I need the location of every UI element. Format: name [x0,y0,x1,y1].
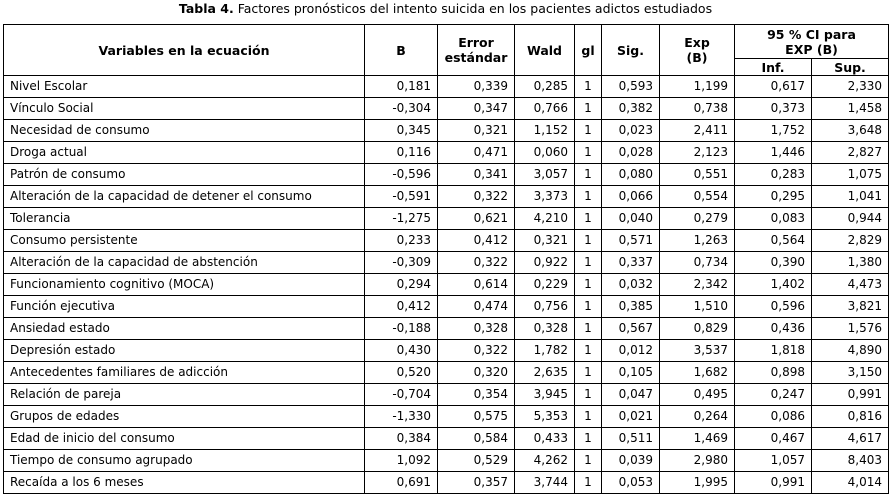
table-row [4,340,889,362]
table-row [4,472,889,494]
cell-variable: Relación de pareja [4,384,365,406]
cell-standard-error: 0,322 [438,186,515,208]
cell-sig: 0,032 [602,274,660,296]
cell-sig: 0,023 [602,120,660,142]
cell-gl: 1 [575,120,602,142]
cell-standard-error: 0,341 [438,164,515,186]
cell-variable: Edad de inicio del consumo [4,428,365,450]
cell-ci-sup: 0,944 [812,208,889,230]
table-header [4,25,889,76]
cell-exp-b: 0,279 [660,208,735,230]
header-exp-line2: (B) [686,50,708,65]
cell-ci-sup: 4,890 [812,340,889,362]
cell-sig: 0,021 [602,406,660,428]
cell-sig: 0,511 [602,428,660,450]
cell-b: -1,275 [365,208,438,230]
header-wald: Wald [515,25,575,76]
cell-exp-b: 0,551 [660,164,735,186]
cell-exp-b: 2,980 [660,450,735,472]
cell-gl: 1 [575,296,602,318]
cell-gl: 1 [575,164,602,186]
cell-exp-b: 2,123 [660,142,735,164]
header-exp-line1: Exp [684,35,710,50]
cell-sig: 0,053 [602,472,660,494]
cell-exp-b: 0,829 [660,318,735,340]
cell-wald: 0,229 [515,274,575,296]
regression-table [3,24,889,494]
cell-variable: Funcionamiento cognitivo (MOCA) [4,274,365,296]
cell-ci-inf: 1,402 [735,274,812,296]
table-row [4,406,889,428]
cell-gl: 1 [575,450,602,472]
cell-variable: Necesidad de consumo [4,120,365,142]
cell-ci-sup: 3,150 [812,362,889,384]
cell-ci-sup: 4,617 [812,428,889,450]
cell-exp-b: 0,264 [660,406,735,428]
cell-ci-inf: 0,247 [735,384,812,406]
cell-exp-b: 1,995 [660,472,735,494]
cell-variable: Función ejecutiva [4,296,365,318]
caption-text: Factores pronósticos del intento suicida en los pacientes adictos estudiados [233,1,713,16]
cell-standard-error: 0,357 [438,472,515,494]
cell-b: -0,704 [365,384,438,406]
header-ci-line2: EXP (B) [785,41,838,57]
cell-ci-inf: 0,083 [735,208,812,230]
header-sig: Sig. [602,25,660,76]
cell-variable: Consumo persistente [4,230,365,252]
header-confidence-interval [735,25,889,59]
cell-gl: 1 [575,142,602,164]
cell-wald: 0,922 [515,252,575,274]
cell-gl: 1 [575,362,602,384]
cell-standard-error: 0,621 [438,208,515,230]
cell-sig: 0,039 [602,450,660,472]
cell-wald: 3,744 [515,472,575,494]
cell-exp-b: 0,554 [660,186,735,208]
cell-variable: Depresión estado [4,340,365,362]
cell-wald: 0,433 [515,428,575,450]
cell-b: 0,430 [365,340,438,362]
cell-wald: 0,766 [515,98,575,120]
cell-sig: 0,105 [602,362,660,384]
cell-b: 0,233 [365,230,438,252]
cell-gl: 1 [575,76,602,98]
cell-exp-b: 1,199 [660,76,735,98]
cell-ci-inf: 0,564 [735,230,812,252]
table-row [4,208,889,230]
cell-wald: 2,635 [515,362,575,384]
cell-ci-sup: 1,075 [812,164,889,186]
cell-sig: 0,567 [602,318,660,340]
cell-variable: Droga actual [4,142,365,164]
cell-b: -1,330 [365,406,438,428]
cell-ci-inf: 0,373 [735,98,812,120]
cell-wald: 3,373 [515,186,575,208]
cell-wald: 0,321 [515,230,575,252]
cell-b: 0,520 [365,362,438,384]
cell-ci-sup: 1,576 [812,318,889,340]
header-se-line1: Error [458,35,494,50]
table-row [4,362,889,384]
table-row [4,296,889,318]
cell-exp-b: 0,495 [660,384,735,406]
cell-sig: 0,066 [602,186,660,208]
cell-ci-sup: 2,330 [812,76,889,98]
cell-sig: 0,047 [602,384,660,406]
table-row [4,252,889,274]
cell-ci-inf: 0,596 [735,296,812,318]
cell-variable: Ansiedad estado [4,318,365,340]
cell-ci-inf: 0,436 [735,318,812,340]
cell-exp-b: 1,682 [660,362,735,384]
cell-ci-inf: 0,617 [735,76,812,98]
cell-wald: 0,328 [515,318,575,340]
cell-variable: Patrón de consumo [4,164,365,186]
cell-wald: 3,945 [515,384,575,406]
cell-standard-error: 0,320 [438,362,515,384]
cell-ci-inf: 1,752 [735,120,812,142]
cell-sig: 0,080 [602,164,660,186]
cell-b: 0,384 [365,428,438,450]
cell-exp-b: 0,738 [660,98,735,120]
cell-ci-inf: 1,818 [735,340,812,362]
cell-ci-inf: 0,898 [735,362,812,384]
cell-standard-error: 0,474 [438,296,515,318]
cell-exp-b: 0,734 [660,252,735,274]
cell-b: -0,591 [365,186,438,208]
cell-b: 0,181 [365,76,438,98]
cell-gl: 1 [575,274,602,296]
cell-ci-sup: 2,829 [812,230,889,252]
cell-ci-inf: 0,467 [735,428,812,450]
table-row [4,120,889,142]
cell-gl: 1 [575,230,602,252]
table-row [4,164,889,186]
cell-ci-inf: 0,295 [735,186,812,208]
cell-gl: 1 [575,384,602,406]
cell-gl: 1 [575,186,602,208]
table-row [4,186,889,208]
cell-sig: 0,337 [602,252,660,274]
cell-b: 0,116 [365,142,438,164]
cell-gl: 1 [575,428,602,450]
cell-exp-b: 1,510 [660,296,735,318]
table-row [4,428,889,450]
cell-gl: 1 [575,318,602,340]
cell-gl: 1 [575,98,602,120]
cell-exp-b: 1,469 [660,428,735,450]
cell-wald: 5,353 [515,406,575,428]
cell-wald: 3,057 [515,164,575,186]
cell-variable: Alteración de la capacidad de detener el consumo [4,186,365,208]
cell-b: 0,345 [365,120,438,142]
cell-standard-error: 0,529 [438,450,515,472]
table-body [4,76,889,494]
cell-ci-sup: 8,403 [812,450,889,472]
cell-ci-inf: 0,283 [735,164,812,186]
cell-ci-sup: 3,821 [812,296,889,318]
table-row [4,142,889,164]
cell-sig: 0,012 [602,340,660,362]
cell-b: 0,412 [365,296,438,318]
table-row [4,384,889,406]
cell-b: -0,596 [365,164,438,186]
cell-standard-error: 0,347 [438,98,515,120]
cell-ci-sup: 0,816 [812,406,889,428]
cell-standard-error: 0,322 [438,340,515,362]
cell-standard-error: 0,575 [438,406,515,428]
table-caption [0,0,891,22]
cell-standard-error: 0,584 [438,428,515,450]
cell-ci-inf: 0,390 [735,252,812,274]
cell-sig: 0,382 [602,98,660,120]
cell-sig: 0,571 [602,230,660,252]
cell-ci-sup: 0,991 [812,384,889,406]
cell-exp-b: 1,263 [660,230,735,252]
cell-ci-inf: 0,086 [735,406,812,428]
cell-standard-error: 0,614 [438,274,515,296]
cell-wald: 0,060 [515,142,575,164]
header-exp-b [660,25,735,76]
header-inf: Inf. [735,59,812,76]
cell-gl: 1 [575,252,602,274]
cell-gl: 1 [575,406,602,428]
cell-sig: 0,593 [602,76,660,98]
cell-exp-b: 3,537 [660,340,735,362]
cell-exp-b: 2,411 [660,120,735,142]
cell-ci-sup: 1,041 [812,186,889,208]
header-gl: gl [575,25,602,76]
cell-wald: 1,782 [515,340,575,362]
cell-variable: Tiempo de consumo agrupado [4,450,365,472]
cell-gl: 1 [575,208,602,230]
cell-ci-sup: 4,473 [812,274,889,296]
cell-wald: 0,756 [515,296,575,318]
cell-variable: Recaída a los 6 meses [4,472,365,494]
cell-b: 0,294 [365,274,438,296]
cell-variable: Nivel Escolar [4,76,365,98]
cell-variable: Alteración de la capacidad de abstención [4,252,365,274]
cell-ci-sup: 1,380 [812,252,889,274]
cell-gl: 1 [575,340,602,362]
cell-wald: 0,285 [515,76,575,98]
cell-b: 0,691 [365,472,438,494]
header-sup: Sup. [812,59,889,76]
header-b: B [365,25,438,76]
header-ci-line1: 95 % CI para [767,26,856,42]
cell-sig: 0,028 [602,142,660,164]
cell-wald: 1,152 [515,120,575,142]
cell-standard-error: 0,328 [438,318,515,340]
table-row [4,450,889,472]
cell-standard-error: 0,322 [438,252,515,274]
caption-label: Tabla 4. [178,1,234,16]
cell-sig: 0,040 [602,208,660,230]
cell-variable: Tolerancia [4,208,365,230]
table-row [4,274,889,296]
cell-gl: 1 [575,472,602,494]
cell-sig: 0,385 [602,296,660,318]
table-row [4,98,889,120]
cell-b: -0,188 [365,318,438,340]
cell-variable: Vínculo Social [4,98,365,120]
header-standard-error [438,25,515,76]
cell-ci-sup: 4,014 [812,472,889,494]
header-se-line2: estándar [444,50,508,65]
table-row [4,318,889,340]
table-row [4,230,889,252]
cell-exp-b: 2,342 [660,274,735,296]
cell-ci-inf: 0,991 [735,472,812,494]
cell-ci-sup: 3,648 [812,120,889,142]
cell-variable: Antecedentes familiares de adicción [4,362,365,384]
cell-standard-error: 0,354 [438,384,515,406]
table-row [4,76,889,98]
cell-standard-error: 0,321 [438,120,515,142]
cell-ci-sup: 2,827 [812,142,889,164]
cell-b: -0,304 [365,98,438,120]
cell-standard-error: 0,339 [438,76,515,98]
cell-variable: Grupos de edades [4,406,365,428]
cell-b: -0,309 [365,252,438,274]
cell-ci-sup: 1,458 [812,98,889,120]
cell-b: 1,092 [365,450,438,472]
cell-standard-error: 0,412 [438,230,515,252]
cell-ci-inf: 1,446 [735,142,812,164]
cell-standard-error: 0,471 [438,142,515,164]
cell-ci-inf: 1,057 [735,450,812,472]
header-variables: Variables en la ecuación [4,25,365,76]
cell-wald: 4,262 [515,450,575,472]
cell-wald: 4,210 [515,208,575,230]
